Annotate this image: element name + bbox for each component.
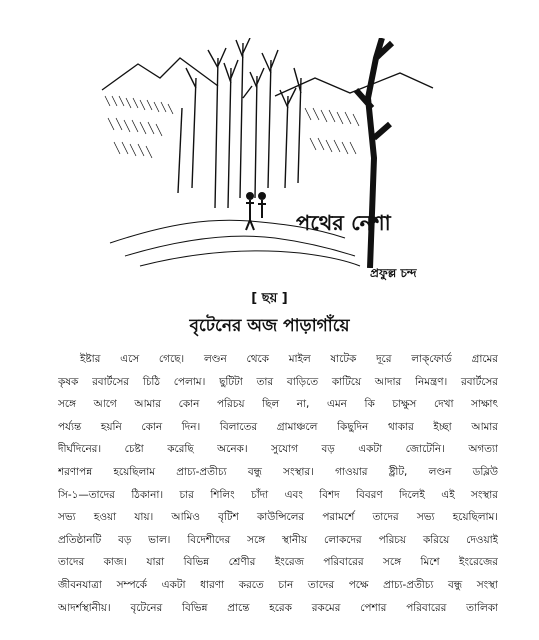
- landscape-illustration: [100, 38, 435, 268]
- paragraph-line: তাদের কাজ। যারা বিভিন্ন শ্রেণীর ইংরেজ পরিবারের সঙ্গে মিশে ইংরেজের: [58, 556, 498, 569]
- paragraph-line: জীবনযাত্রা সম্পর্কে একটা ধারণা করতে চান তাদের পক্ষে প্রাচ্য-প্রতীচ্য বন্ধু সংস্থা: [58, 578, 498, 591]
- author-name: প্রফুল্ল চন্দ: [370, 266, 417, 280]
- paragraph-line: কৃষক রবার্টসের চিঠি পেলাম। ছুটিটা তার বাড়িতে কাটিয়ে আদার নিমন্ত্রণ। রবার্টসের: [58, 375, 498, 388]
- paragraph-line: সভ্য হওয়া যায়। আমিও বৃটিশ কাউন্সিলের পরামর্শে তাদের সভ্য হয়েছিলাম।: [58, 511, 498, 524]
- paragraph-line: প্রতিষ্ঠানটি বড় ভাল। বিদেশীদের সঙ্গে স্থানীয় লোকদের পরিচয় করিয়ে দেওয়াই: [58, 533, 498, 546]
- paragraph-line: আদর্শস্থানীয়। বৃটেনের বিভিন্ন প্রান্তে হরেক রকমের পেশার পরিবারের তালিকা: [58, 601, 498, 614]
- paragraph-line: সি-১—তাদের ঠিকানা। চার শিলিং চাঁদা এবং বিশদ বিবরণ দিলেই এই সংস্থার: [58, 488, 498, 501]
- illustration-caption: পথের নেশা: [296, 211, 391, 235]
- paragraph-line: পর্য্যন্ত হয়নি কোন দিন। বিলাতের গ্রামাঞ্চলে কিছুদিন থাকার ইচ্ছা আমার: [58, 420, 498, 433]
- paragraph-line: সঙ্গে আগে আমার কোন পরিচয় ছিল না, এমন কি চাক্ষুস দেখা সাক্ষাৎ: [58, 398, 498, 411]
- trees: [178, 38, 301, 208]
- chapter-label: [ ছয় ]: [251, 291, 288, 306]
- body-text: [58, 348, 498, 619]
- paragraph-line: দীর্ঘদিনের। চেষ্টা করেছি অনেক। সুযোগ বড় একটা জোটেনি। অগত্যা: [58, 443, 498, 456]
- grass-hatching: [105, 96, 359, 158]
- walking-figures: [246, 193, 266, 230]
- mountain-left: [102, 58, 218, 90]
- chapter-title: বৃটেনের অজ পাড়াগাঁয়ে: [189, 316, 350, 336]
- paragraph-line: ইষ্টার এসে গেছে। লণ্ডন থেকে মাইল ষাটেক দূরে লাক্‌ফোর্ড গ্রামের: [80, 353, 498, 365]
- paragraph-line: শরণাপন্ন হয়েছিলাম প্রাচ্য-প্রতীচ্য বন্ধু সংস্থার। গাওয়ার ষ্ট্রীট, লণ্ডন ডব্লিউ: [58, 465, 498, 478]
